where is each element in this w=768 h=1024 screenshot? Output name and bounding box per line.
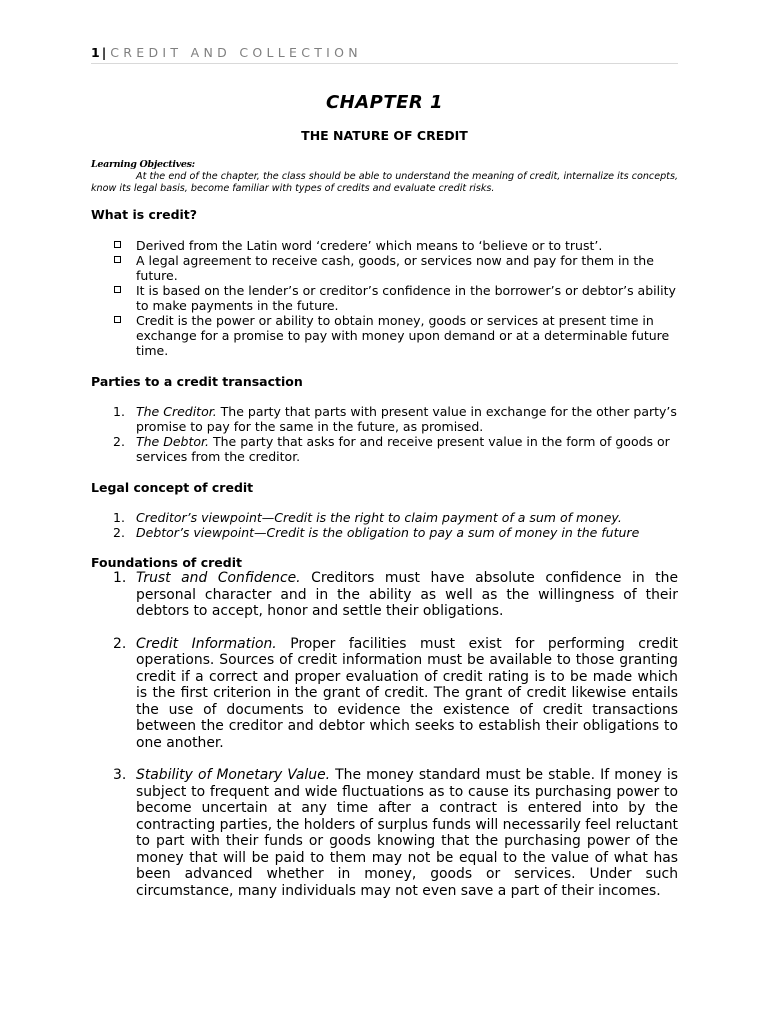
list-item: Derived from the Latin word ‘credere’ which means to ‘believe or to trust’. [91, 238, 678, 253]
list-item: 1. Creditor’s viewpoint—Credit is the right to claim payment of a sum of money. [113, 510, 622, 525]
checkbox-bullet-icon [114, 286, 121, 293]
list-item: A legal agreement to receive cash, goods, or services now and pay for them in the future. [91, 253, 678, 283]
list-item: 2. Debtor’s viewpoint—Credit is the obligation to pay a sum of money in the future [113, 525, 640, 540]
page-header [91, 45, 678, 64]
learning-objectives [91, 159, 678, 195]
section-heading-legal-concept: Legal concept of credit [91, 480, 254, 495]
list-item: 3. Stability of Monetary Value. The money standard must be stable. If money is subject to frequent and wide fluctuations as to cause its purchasing power to become uncertain at any time after a contract is entered into by the contracting parties, the holders of surplus funds will necessarily feel reluctant to part with their funds or goods knowing that the purchasing power of the money that will be paid to them may not be equal to the value of what has been advanced whether in money, goods or services. Under such circumstance, many individuals may not even save a part of their incomes. [113, 767, 679, 899]
chapter-subtitle: THE NATURE OF CREDIT [301, 128, 468, 143]
checkbox-bullet-icon [114, 316, 121, 323]
section-heading-parties: Parties to a credit transaction [91, 374, 303, 389]
learning-objectives-text: At the end of the chapter, the class should be able to understand the meaning of credit, internalize its concepts, know its legal basis, become familiar with types of credits and evaluate credit risks. [91, 171, 678, 194]
list-item: 1. The Creditor. The party that parts with present value in exchange for the other party’s promise to pay for the same in the future, as promised. [113, 404, 677, 434]
list-item: Credit is the power or ability to obtain money, goods or services at present time in exchange for a promise to pay with money upon demand or at a determinable future time. [91, 313, 678, 358]
checkbox-bullet-icon [114, 241, 121, 248]
section-heading-foundations: Foundations of credit [91, 555, 242, 570]
checkbox-bullet-icon [114, 256, 121, 263]
list-item: 1. Trust and Confidence. Creditors must have absolute confidence in the personal character and in the ability as well as the willingness of their debtors to accept, honor and settle their obligations. [113, 570, 679, 619]
list-item: 2. Credit Information. Proper facilities must exist for performing credit operations. Sources of credit information must be available to those granting credit if a correct and proper evaluation of credit rating is to be made which is the first criterion in the grant of credit. The grant of credit likewise entails the use of documents to evidence the existence of credit transactions between the creditor and debtor which seeks to establish their obligations to one another. [113, 635, 678, 751]
what-is-credit-list [91, 238, 678, 358]
header-separator: | [101, 45, 107, 60]
list-item: It is based on the lender’s or creditor’s confidence in the borrower’s or debtor’s ability to make payments in the future. [91, 283, 678, 313]
header-title: CREDIT AND COLLECTION [110, 45, 362, 60]
legal-concept-list [91, 510, 678, 540]
parties-list [91, 404, 678, 464]
chapter-title: CHAPTER 1 [325, 92, 444, 113]
learning-objectives-label: Learning Objectives: [91, 159, 195, 170]
foundations-list [91, 570, 678, 899]
list-item: 2. The Debtor. The party that asks for and receive present value in the form of goods or services from the creditor. [113, 434, 670, 464]
page-number: 1 [91, 45, 100, 60]
section-heading-what-is-credit: What is credit? [91, 207, 198, 222]
